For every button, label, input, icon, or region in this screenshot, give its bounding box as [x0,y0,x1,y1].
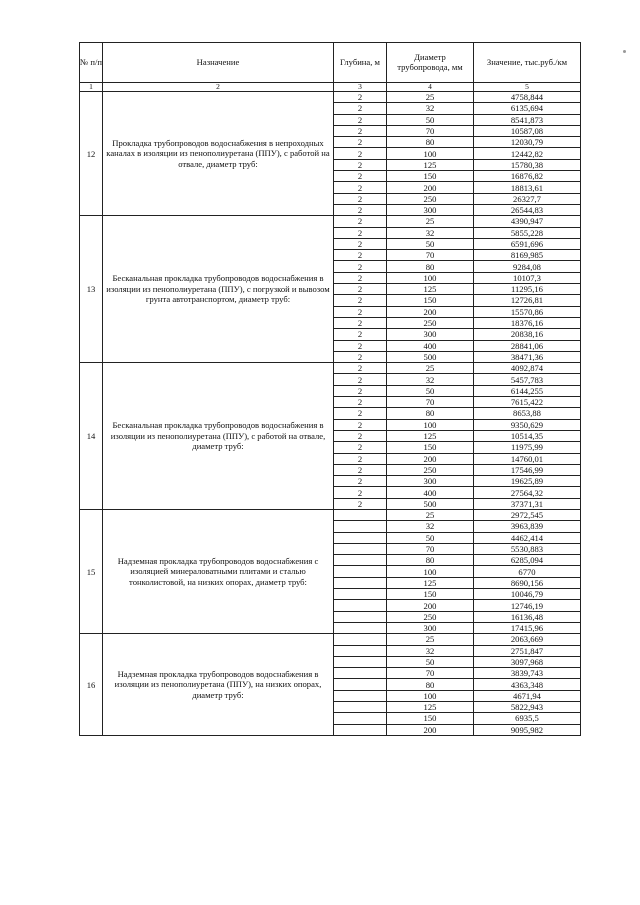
depth-cell [334,656,387,667]
depth-cell: 2 [334,92,387,103]
depth-cell [334,622,387,633]
value-cell: 16136,48 [474,611,581,622]
diameter-cell: 250 [387,193,474,204]
diameter-cell: 300 [387,622,474,633]
diameter-cell: 80 [387,679,474,690]
diameter-cell: 32 [387,374,474,385]
depth-cell [334,634,387,645]
diameter-cell: 25 [387,92,474,103]
depth-cell: 2 [334,408,387,419]
table-row [80,363,581,374]
diameter-cell: 150 [387,589,474,600]
depth-cell [334,509,387,520]
value-cell: 17415,96 [474,622,581,633]
depth-cell: 2 [334,419,387,430]
depth-cell: 2 [334,306,387,317]
diameter-cell: 250 [387,611,474,622]
value-cell: 4363,348 [474,679,581,690]
header-depth: Глубина, м [334,43,387,83]
diameter-cell: 200 [387,182,474,193]
depth-cell: 2 [334,385,387,396]
value-cell: 11295,16 [474,284,581,295]
depth-cell: 2 [334,498,387,509]
header-purpose: Назначение [103,43,334,83]
diameter-cell: 70 [387,397,474,408]
depth-cell [334,645,387,656]
depth-cell: 2 [334,159,387,170]
depth-cell [334,600,387,611]
item-number: 16 [80,634,103,736]
depth-cell: 2 [334,148,387,159]
diameter-cell: 50 [387,385,474,396]
pipeline-cost-table [79,42,581,736]
diameter-cell: 100 [387,690,474,701]
value-cell: 6935,5 [474,713,581,724]
value-cell: 28841,06 [474,340,581,351]
value-cell: 8653,88 [474,408,581,419]
diameter-cell: 50 [387,532,474,543]
depth-cell [334,532,387,543]
diameter-cell: 80 [387,137,474,148]
diameter-cell: 400 [387,487,474,498]
header-value: Значение, тыс.руб./км [474,43,581,83]
value-cell: 9284,08 [474,261,581,272]
value-cell: 2751,847 [474,645,581,656]
diameter-cell: 80 [387,408,474,419]
depth-cell: 2 [334,397,387,408]
value-cell: 2063,669 [474,634,581,645]
depth-cell: 2 [334,272,387,283]
value-cell: 26327,7 [474,193,581,204]
diameter-cell: 100 [387,419,474,430]
depth-cell [334,611,387,622]
depth-cell [334,679,387,690]
depth-cell: 2 [334,476,387,487]
depth-cell [334,724,387,735]
value-cell: 6285,094 [474,555,581,566]
table-row [80,216,581,227]
diameter-cell: 100 [387,272,474,283]
value-cell: 10587,08 [474,125,581,136]
value-cell: 10107,3 [474,272,581,283]
depth-cell: 2 [334,103,387,114]
value-cell: 16876,82 [474,171,581,182]
depth-cell [334,589,387,600]
value-cell: 3839,743 [474,668,581,679]
value-cell: 12726,81 [474,295,581,306]
value-cell: 12030,79 [474,137,581,148]
diameter-cell: 150 [387,713,474,724]
value-cell: 9350,629 [474,419,581,430]
value-cell: 3097,968 [474,656,581,667]
value-cell: 6591,696 [474,238,581,249]
diameter-cell: 32 [387,227,474,238]
diameter-cell: 25 [387,363,474,374]
diameter-cell: 70 [387,250,474,261]
column-number: 2 [103,83,334,92]
value-cell: 12746,19 [474,600,581,611]
diameter-cell: 200 [387,600,474,611]
depth-cell: 2 [334,284,387,295]
depth-cell [334,668,387,679]
value-cell: 5457,783 [474,374,581,385]
value-cell: 5855,228 [474,227,581,238]
value-cell: 6144,255 [474,385,581,396]
value-cell: 15780,38 [474,159,581,170]
value-cell: 27564,32 [474,487,581,498]
depth-cell [334,543,387,554]
value-cell: 20838,16 [474,329,581,340]
column-number: 4 [387,83,474,92]
value-cell: 38471,36 [474,351,581,362]
diameter-cell: 125 [387,702,474,713]
depth-cell: 2 [334,430,387,441]
diameter-cell: 50 [387,238,474,249]
depth-cell: 2 [334,216,387,227]
depth-cell [334,555,387,566]
depth-cell: 2 [334,238,387,249]
diameter-cell: 25 [387,216,474,227]
diameter-cell: 150 [387,442,474,453]
value-cell: 8690,156 [474,577,581,588]
depth-cell: 2 [334,227,387,238]
table-body [80,92,581,736]
value-cell: 6135,694 [474,103,581,114]
value-cell: 6770 [474,566,581,577]
value-cell: 15570,86 [474,306,581,317]
table-row [80,509,581,520]
item-number: 15 [80,509,103,633]
value-cell: 17546,99 [474,464,581,475]
diameter-cell: 50 [387,656,474,667]
depth-cell [334,566,387,577]
value-cell: 12442,82 [474,148,581,159]
depth-cell: 2 [334,193,387,204]
value-cell: 3963,839 [474,521,581,532]
depth-cell: 2 [334,487,387,498]
value-cell: 18376,16 [474,317,581,328]
depth-cell: 2 [334,453,387,464]
diameter-cell: 400 [387,340,474,351]
diameter-cell: 25 [387,634,474,645]
diameter-cell: 50 [387,114,474,125]
value-cell: 4671,94 [474,690,581,701]
diameter-cell: 125 [387,577,474,588]
value-cell: 9095,982 [474,724,581,735]
table-row [80,634,581,645]
depth-cell: 2 [334,182,387,193]
diameter-cell: 100 [387,566,474,577]
depth-cell: 2 [334,171,387,182]
diameter-cell: 80 [387,555,474,566]
value-cell: 5530,883 [474,543,581,554]
diameter-cell: 200 [387,453,474,464]
diameter-cell: 32 [387,645,474,656]
column-number: 3 [334,83,387,92]
diameter-cell: 250 [387,464,474,475]
depth-cell [334,521,387,532]
depth-cell: 2 [334,114,387,125]
item-description: Бесканальная прокладка трубопроводов водоснабжения в изоляции из пенополиуретана (ППУ), с работой на отвале, диаметр труб: [103,363,334,510]
table-header-row [80,43,581,83]
header-number: № п/п [80,43,103,83]
diameter-cell: 200 [387,724,474,735]
diameter-cell: 70 [387,125,474,136]
item-description: Прокладка трубопроводов водоснабжения в непроходных каналах в изоляции из пенополиуретана (ППУ), с работой на отвале, диаметр труб: [103,92,334,216]
diameter-cell: 500 [387,351,474,362]
diameter-cell: 500 [387,498,474,509]
header-diameter: Диаметр трубопровода, мм [387,43,474,83]
depth-cell: 2 [334,340,387,351]
diameter-cell: 250 [387,317,474,328]
value-cell: 4092,874 [474,363,581,374]
depth-cell [334,702,387,713]
depth-cell: 2 [334,351,387,362]
diameter-cell: 125 [387,284,474,295]
depth-cell: 2 [334,442,387,453]
value-cell: 8169,985 [474,250,581,261]
value-cell: 7615,422 [474,397,581,408]
diameter-cell: 300 [387,329,474,340]
value-cell: 4462,414 [474,532,581,543]
depth-cell: 2 [334,374,387,385]
table-row [80,92,581,103]
column-number-row [80,83,581,92]
diameter-cell: 150 [387,171,474,182]
depth-cell: 2 [334,204,387,215]
item-description: Бесканальная прокладка трубопроводов водоснабжения в изоляции из пенополиуретана (ППУ), с погрузкой и вывозом грунта автотранспортом, диаметр труб: [103,216,334,363]
value-cell: 4758,844 [474,92,581,103]
value-cell: 8541,873 [474,114,581,125]
depth-cell [334,690,387,701]
value-cell: 11975,99 [474,442,581,453]
value-cell: 14760,01 [474,453,581,464]
depth-cell: 2 [334,125,387,136]
depth-cell [334,577,387,588]
depth-cell [334,713,387,724]
diameter-cell: 125 [387,430,474,441]
value-cell: 4390,947 [474,216,581,227]
depth-cell: 2 [334,363,387,374]
column-number: 5 [474,83,581,92]
diameter-cell: 32 [387,103,474,114]
scan-mark [623,50,626,53]
column-number: 1 [80,83,103,92]
diameter-cell: 150 [387,295,474,306]
value-cell: 10514,35 [474,430,581,441]
diameter-cell: 80 [387,261,474,272]
item-description: Надземная прокладка трубопроводов водоснабжения с изоляцией минераловатными плитами и сталью тонколистовой, на низких опорах, диаметр труб: [103,509,334,633]
depth-cell: 2 [334,295,387,306]
value-cell: 37371,31 [474,498,581,509]
depth-cell: 2 [334,464,387,475]
value-cell: 5822,943 [474,702,581,713]
diameter-cell: 125 [387,159,474,170]
value-cell: 10046,79 [474,589,581,600]
value-cell: 2972,545 [474,509,581,520]
diameter-cell: 300 [387,476,474,487]
value-cell: 26544,83 [474,204,581,215]
depth-cell: 2 [334,250,387,261]
value-cell: 18813,61 [474,182,581,193]
depth-cell: 2 [334,329,387,340]
diameter-cell: 70 [387,668,474,679]
depth-cell: 2 [334,317,387,328]
depth-cell: 2 [334,137,387,148]
diameter-cell: 200 [387,306,474,317]
diameter-cell: 300 [387,204,474,215]
item-number: 12 [80,92,103,216]
diameter-cell: 70 [387,543,474,554]
item-description: Надземная прокладка трубопроводов водоснабжения в изоляции из пенополиуретана (ППУ), на низких опорах, диаметр труб: [103,634,334,736]
item-number: 14 [80,363,103,510]
value-cell: 19625,89 [474,476,581,487]
item-number: 13 [80,216,103,363]
depth-cell: 2 [334,261,387,272]
diameter-cell: 100 [387,148,474,159]
diameter-cell: 25 [387,509,474,520]
diameter-cell: 32 [387,521,474,532]
